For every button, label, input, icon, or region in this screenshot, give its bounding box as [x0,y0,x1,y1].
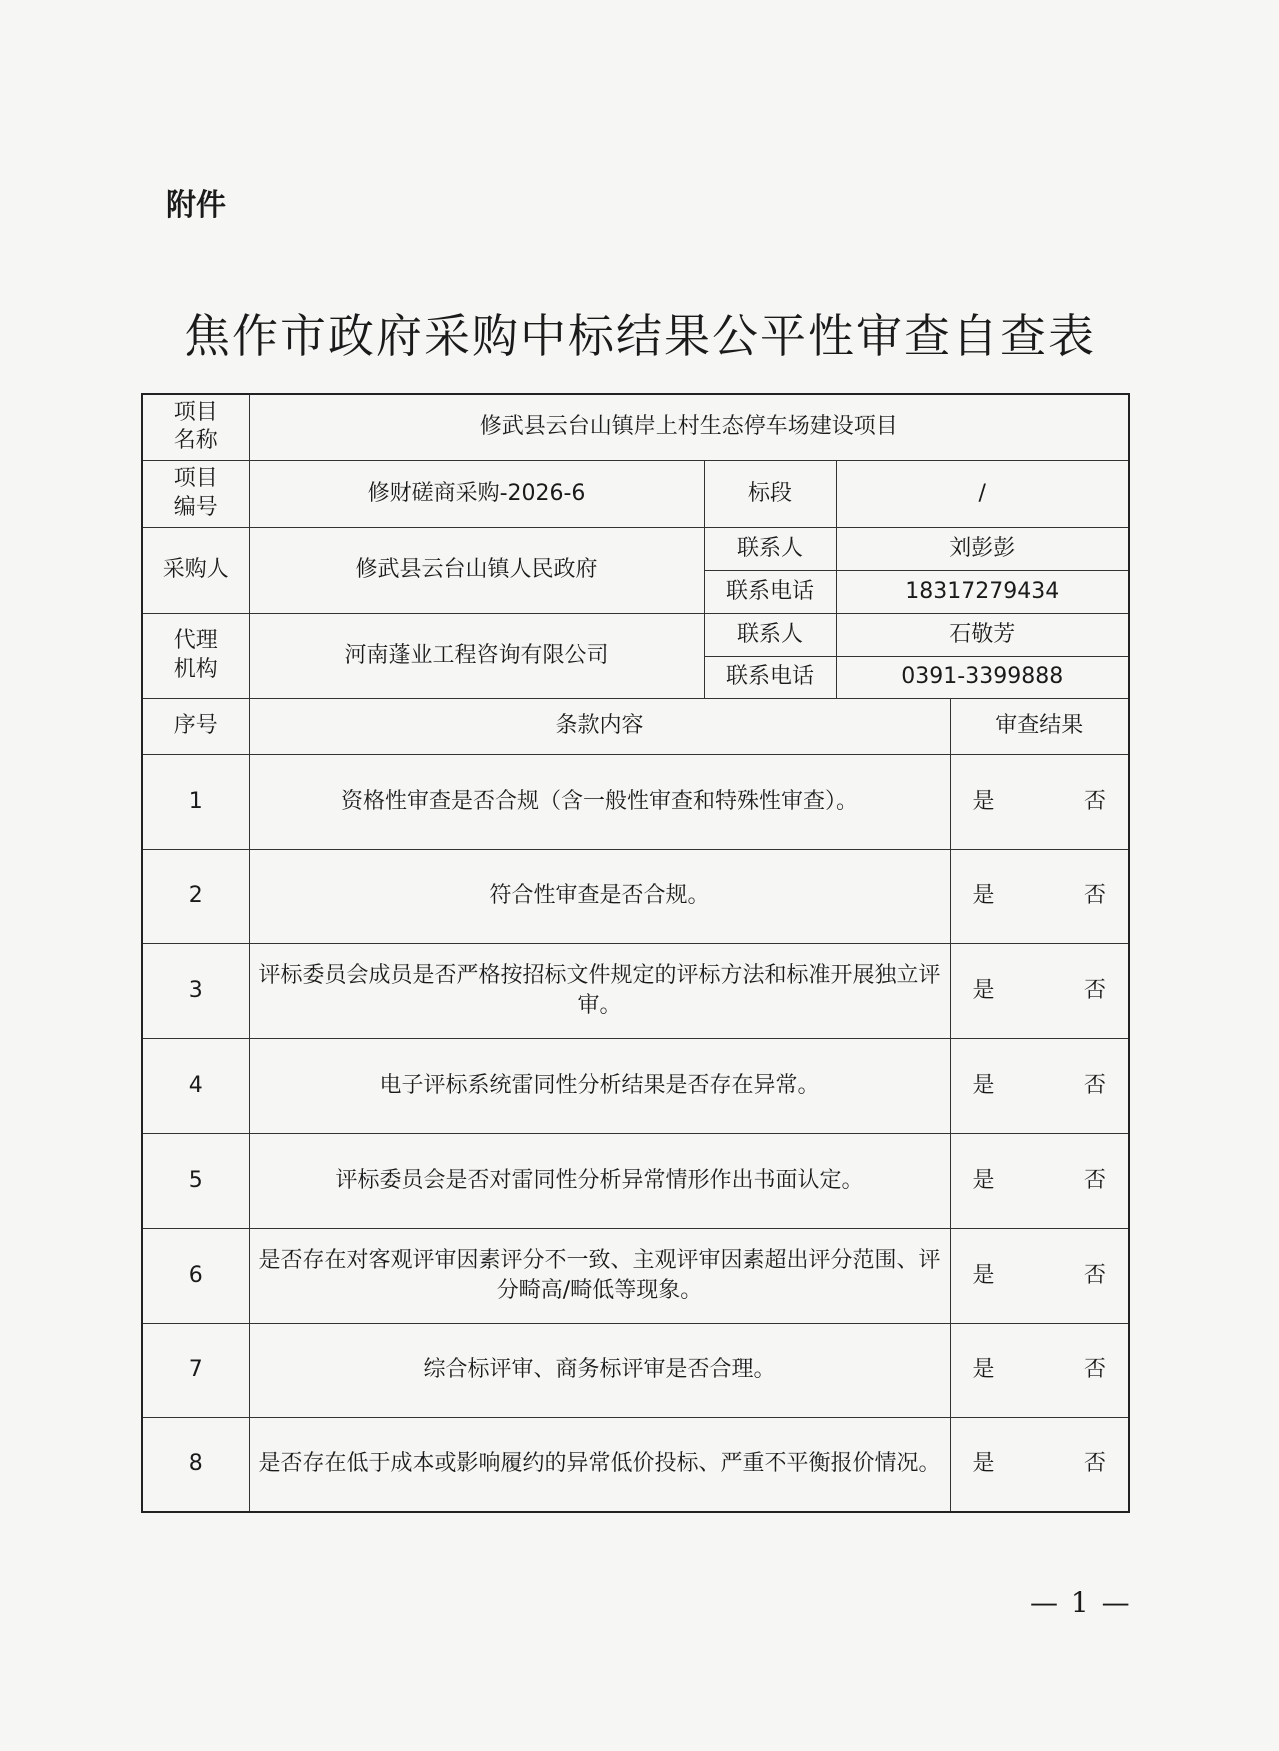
result-yes: 是 [972,788,995,814]
result-yes: 是 [972,1357,995,1383]
item-content: 评标委员会成员是否严格按招标文件规定的评标方法和标准开展独立评审。 [249,943,950,1038]
self-check-table [141,393,1130,1513]
purchaser-row [142,527,1129,570]
item-serial: 8 [142,1417,249,1512]
column-header-row [142,698,1129,754]
item-serial: 5 [142,1133,249,1228]
item-serial: 6 [142,1228,249,1323]
item-serial: 7 [142,1323,249,1417]
table-row [142,1323,1129,1417]
table-row [142,1228,1129,1323]
agency-row [142,613,1129,656]
item-result [950,849,1129,943]
table-row [142,943,1129,1038]
item-content: 资格性审查是否合规（含一般性审查和特殊性审查）。 [249,754,950,849]
item-serial: 1 [142,754,249,849]
result-no: 否 [1084,1072,1107,1098]
table-row [142,849,1129,943]
item-content: 是否存在对客观评审因素评分不一致、主观评审因素超出评分范围、评分畸高/畸低等现象。 [249,1228,950,1323]
agency-phone-value: 0391-3399888 [836,656,1129,698]
agency-contact-label: 联系人 [704,613,836,656]
attachment-label: 附件 [166,188,226,223]
item-result [950,754,1129,849]
result-yes: 是 [972,1451,995,1477]
item-result [950,943,1129,1038]
agency-label: 代理 机构 [142,613,249,698]
item-content: 电子评标系统雷同性分析结果是否存在异常。 [249,1038,950,1133]
serial-header: 序号 [142,698,249,754]
result-yes: 是 [972,1262,995,1288]
table-row [142,1133,1129,1228]
result-no: 否 [1084,1262,1107,1288]
result-no: 否 [1084,788,1107,814]
item-content: 符合性审查是否合规。 [249,849,950,943]
project-number-label: 项目 编号 [142,460,249,527]
result-no: 否 [1084,977,1107,1003]
item-result [950,1038,1129,1133]
item-content: 综合标评审、商务标评审是否合理。 [249,1323,950,1417]
item-result [950,1323,1129,1417]
item-content: 评标委员会是否对雷同性分析异常情形作出书面认定。 [249,1133,950,1228]
item-result [950,1228,1129,1323]
page-number: — 1 — [1030,1586,1132,1619]
purchaser-label: 采购人 [142,527,249,613]
section-value: / [836,460,1129,527]
purchaser-contact-label: 联系人 [704,527,836,570]
result-no: 否 [1084,883,1107,909]
item-result [950,1133,1129,1228]
result-no: 否 [1084,1451,1107,1477]
project-name-value: 修武县云台山镇岸上村生态停车场建设项目 [249,394,1129,460]
purchaser-contact-value: 刘彭彭 [836,527,1129,570]
agency-contact-value: 石敬芳 [836,613,1129,656]
table-row [142,1417,1129,1512]
item-serial: 3 [142,943,249,1038]
section-label: 标段 [704,460,836,527]
table-row [142,1038,1129,1133]
content-header: 条款内容 [249,698,950,754]
item-content: 是否存在低于成本或影响履约的异常低价投标、严重不平衡报价情况。 [249,1417,950,1512]
result-no: 否 [1084,1167,1107,1193]
document-title: 焦作市政府采购中标结果公平性审查自查表 [184,309,1096,363]
item-serial: 2 [142,849,249,943]
table-row [142,754,1129,849]
result-yes: 是 [972,883,995,909]
project-number-value: 修财磋商采购-2026-6 [249,460,704,527]
purchaser-value: 修武县云台山镇人民政府 [249,527,704,613]
result-yes: 是 [972,1072,995,1098]
result-yes: 是 [972,977,995,1003]
result-no: 否 [1084,1357,1107,1383]
item-serial: 4 [142,1038,249,1133]
project-number-row [142,460,1129,527]
purchaser-phone-label: 联系电话 [704,570,836,613]
project-name-row [142,394,1129,460]
agency-phone-label: 联系电话 [704,656,836,698]
result-header: 审查结果 [950,698,1129,754]
item-result [950,1417,1129,1512]
purchaser-phone-value: 18317279434 [836,570,1129,613]
agency-value: 河南蓬业工程咨询有限公司 [249,613,704,698]
result-yes: 是 [972,1167,995,1193]
project-name-label: 项目 名称 [142,394,249,460]
